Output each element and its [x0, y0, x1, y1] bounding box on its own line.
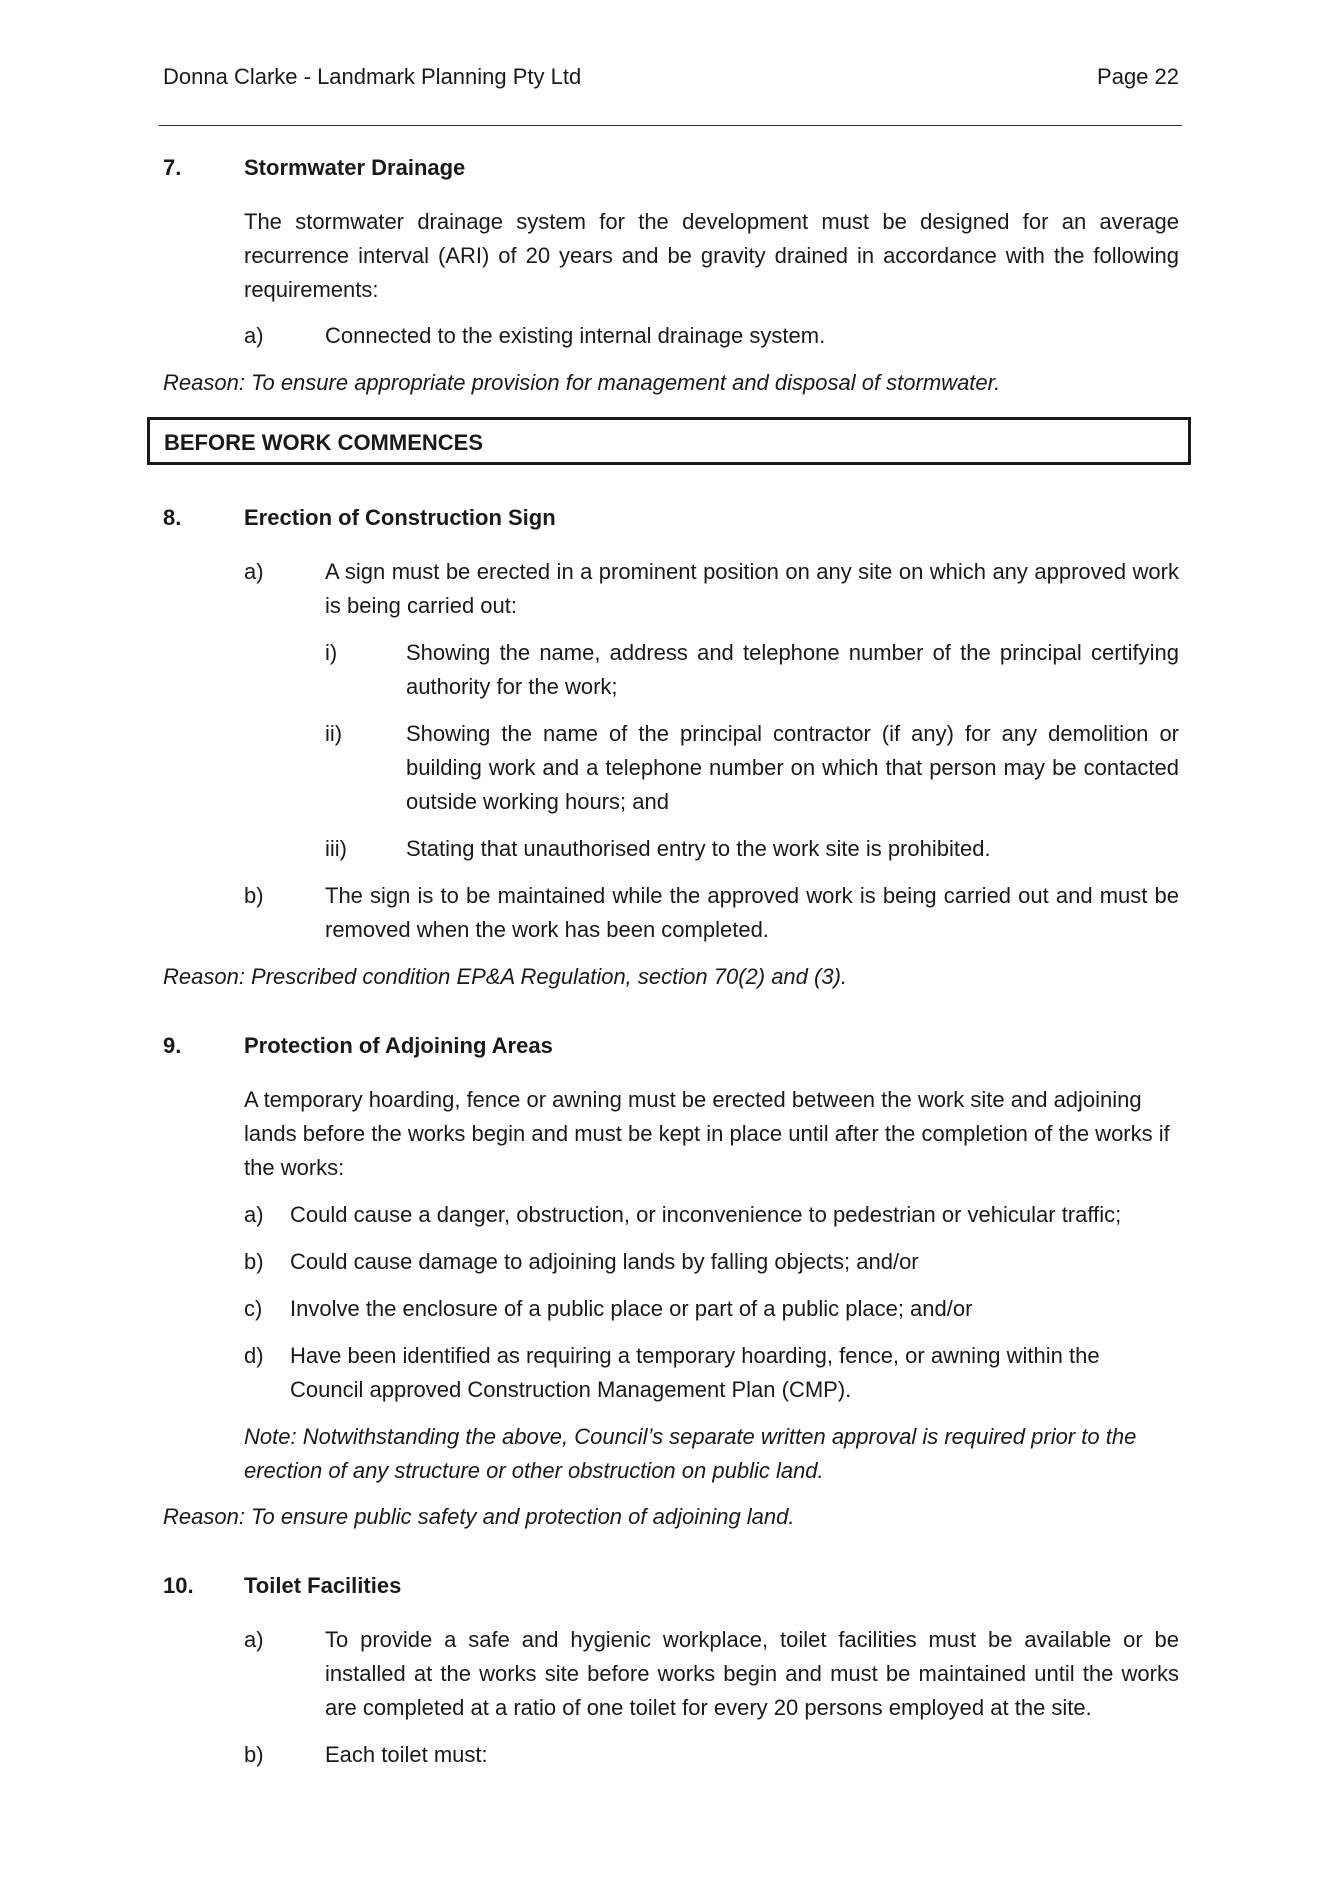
section-7-body: The stormwater drainage system for the development must be designed for an average recurrence interval (ARI) of 20 years and be gravity drained in accordance with the following requirements:: [244, 209, 1179, 302]
section-9-c-text: Involve the enclosure of a public place or part of a public place; and/or: [290, 1296, 973, 1321]
section-9-a-label: a): [244, 1202, 264, 1227]
section-10-a-label: a): [244, 1627, 264, 1652]
section-8-ii-label: ii): [325, 721, 343, 746]
section-8-a-label: a): [244, 559, 264, 584]
before-work-commences-banner: [147, 417, 1191, 465]
page-header: [163, 60, 1179, 94]
section-8-title: Erection of Construction Sign: [244, 505, 556, 530]
section-8-b-text: The sign is to be maintained while the approved work is being carried out and must be removed when the work has been completed.: [325, 883, 1179, 942]
banner-label: BEFORE WORK COMMENCES: [164, 430, 483, 455]
section-8-a-text: A sign must be erected in a prominent position on any site on which any approved work is being carried out:: [325, 559, 1179, 618]
section-8-b-label: b): [244, 883, 264, 908]
section-9-a-text: Could cause a danger, obstruction, or inconvenience to pedestrian or vehicular traffic;: [290, 1202, 1122, 1227]
section-8-ii-text: Showing the name of the principal contractor (if any) for any demolition or building work and a telephone number on which that person may be contacted outside working hours; and: [406, 721, 1179, 814]
section-9-title: Protection of Adjoining Areas: [244, 1033, 553, 1058]
header-author: Donna Clarke - Landmark Planning Pty Ltd: [163, 64, 582, 89]
section-7-a-label: a): [244, 323, 264, 348]
section-8-number: 8.: [163, 505, 182, 530]
header-page-number: Page 22: [1097, 64, 1179, 89]
section-9-body: A temporary hoarding, fence or awning must be erected between the work site and adjoining lands before the works begin and must be kept in place until after the completion of the works if the works:: [244, 1087, 1170, 1180]
section-7-reason: Reason: To ensure appropriate provision for management and disposal of stormwater.: [163, 370, 1001, 395]
section-7-title: Stormwater Drainage: [244, 155, 466, 180]
section-9-b-text: Could cause damage to adjoining lands by falling objects; and/or: [290, 1249, 919, 1274]
section-7-a-text: Connected to the existing internal drainage system.: [325, 323, 826, 348]
header-rule: [159, 125, 1182, 126]
section-8-i-text: Showing the name, address and telephone number of the principal certifying authority for the work;: [406, 640, 1179, 699]
section-9-b-label: b): [244, 1249, 264, 1274]
section-10-a-text: To provide a safe and hygienic workplace, toilet facilities must be available or be installed at the works site before works begin and must be maintained until the works are completed at a ratio of one toilet for every 20 persons employed at the site.: [325, 1627, 1179, 1720]
section-8-iii-label: iii): [325, 836, 347, 861]
section-10-b-label: b): [244, 1742, 264, 1767]
section-9-d-text: Have been identified as requiring a temporary hoarding, fence, or awning within the Council approved Construction Management Plan (CMP).: [290, 1343, 1100, 1402]
section-10-title: Toilet Facilities: [244, 1573, 402, 1598]
section-10-b-text: Each toilet must:: [325, 1742, 488, 1767]
section-8-reason: Reason: Prescribed condition EP&A Regulation, section 70(2) and (3).: [163, 964, 848, 989]
section-9-reason: Reason: To ensure public safety and protection of adjoining land.: [163, 1504, 795, 1529]
section-10-number: 10.: [163, 1573, 194, 1598]
section-7-number: 7.: [163, 155, 182, 180]
section-8-i-label: i): [325, 640, 338, 665]
section-8-iii-text: Stating that unauthorised entry to the work site is prohibited.: [406, 836, 991, 861]
section-9-d-label: d): [244, 1343, 264, 1368]
section-9-note: Note: Notwithstanding the above, Council’s separate written approval is required prior to the erection of any structure or other obstruction on public land.: [244, 1424, 1137, 1483]
section-9-number: 9.: [163, 1033, 182, 1058]
section-9-c-label: c): [244, 1296, 263, 1321]
